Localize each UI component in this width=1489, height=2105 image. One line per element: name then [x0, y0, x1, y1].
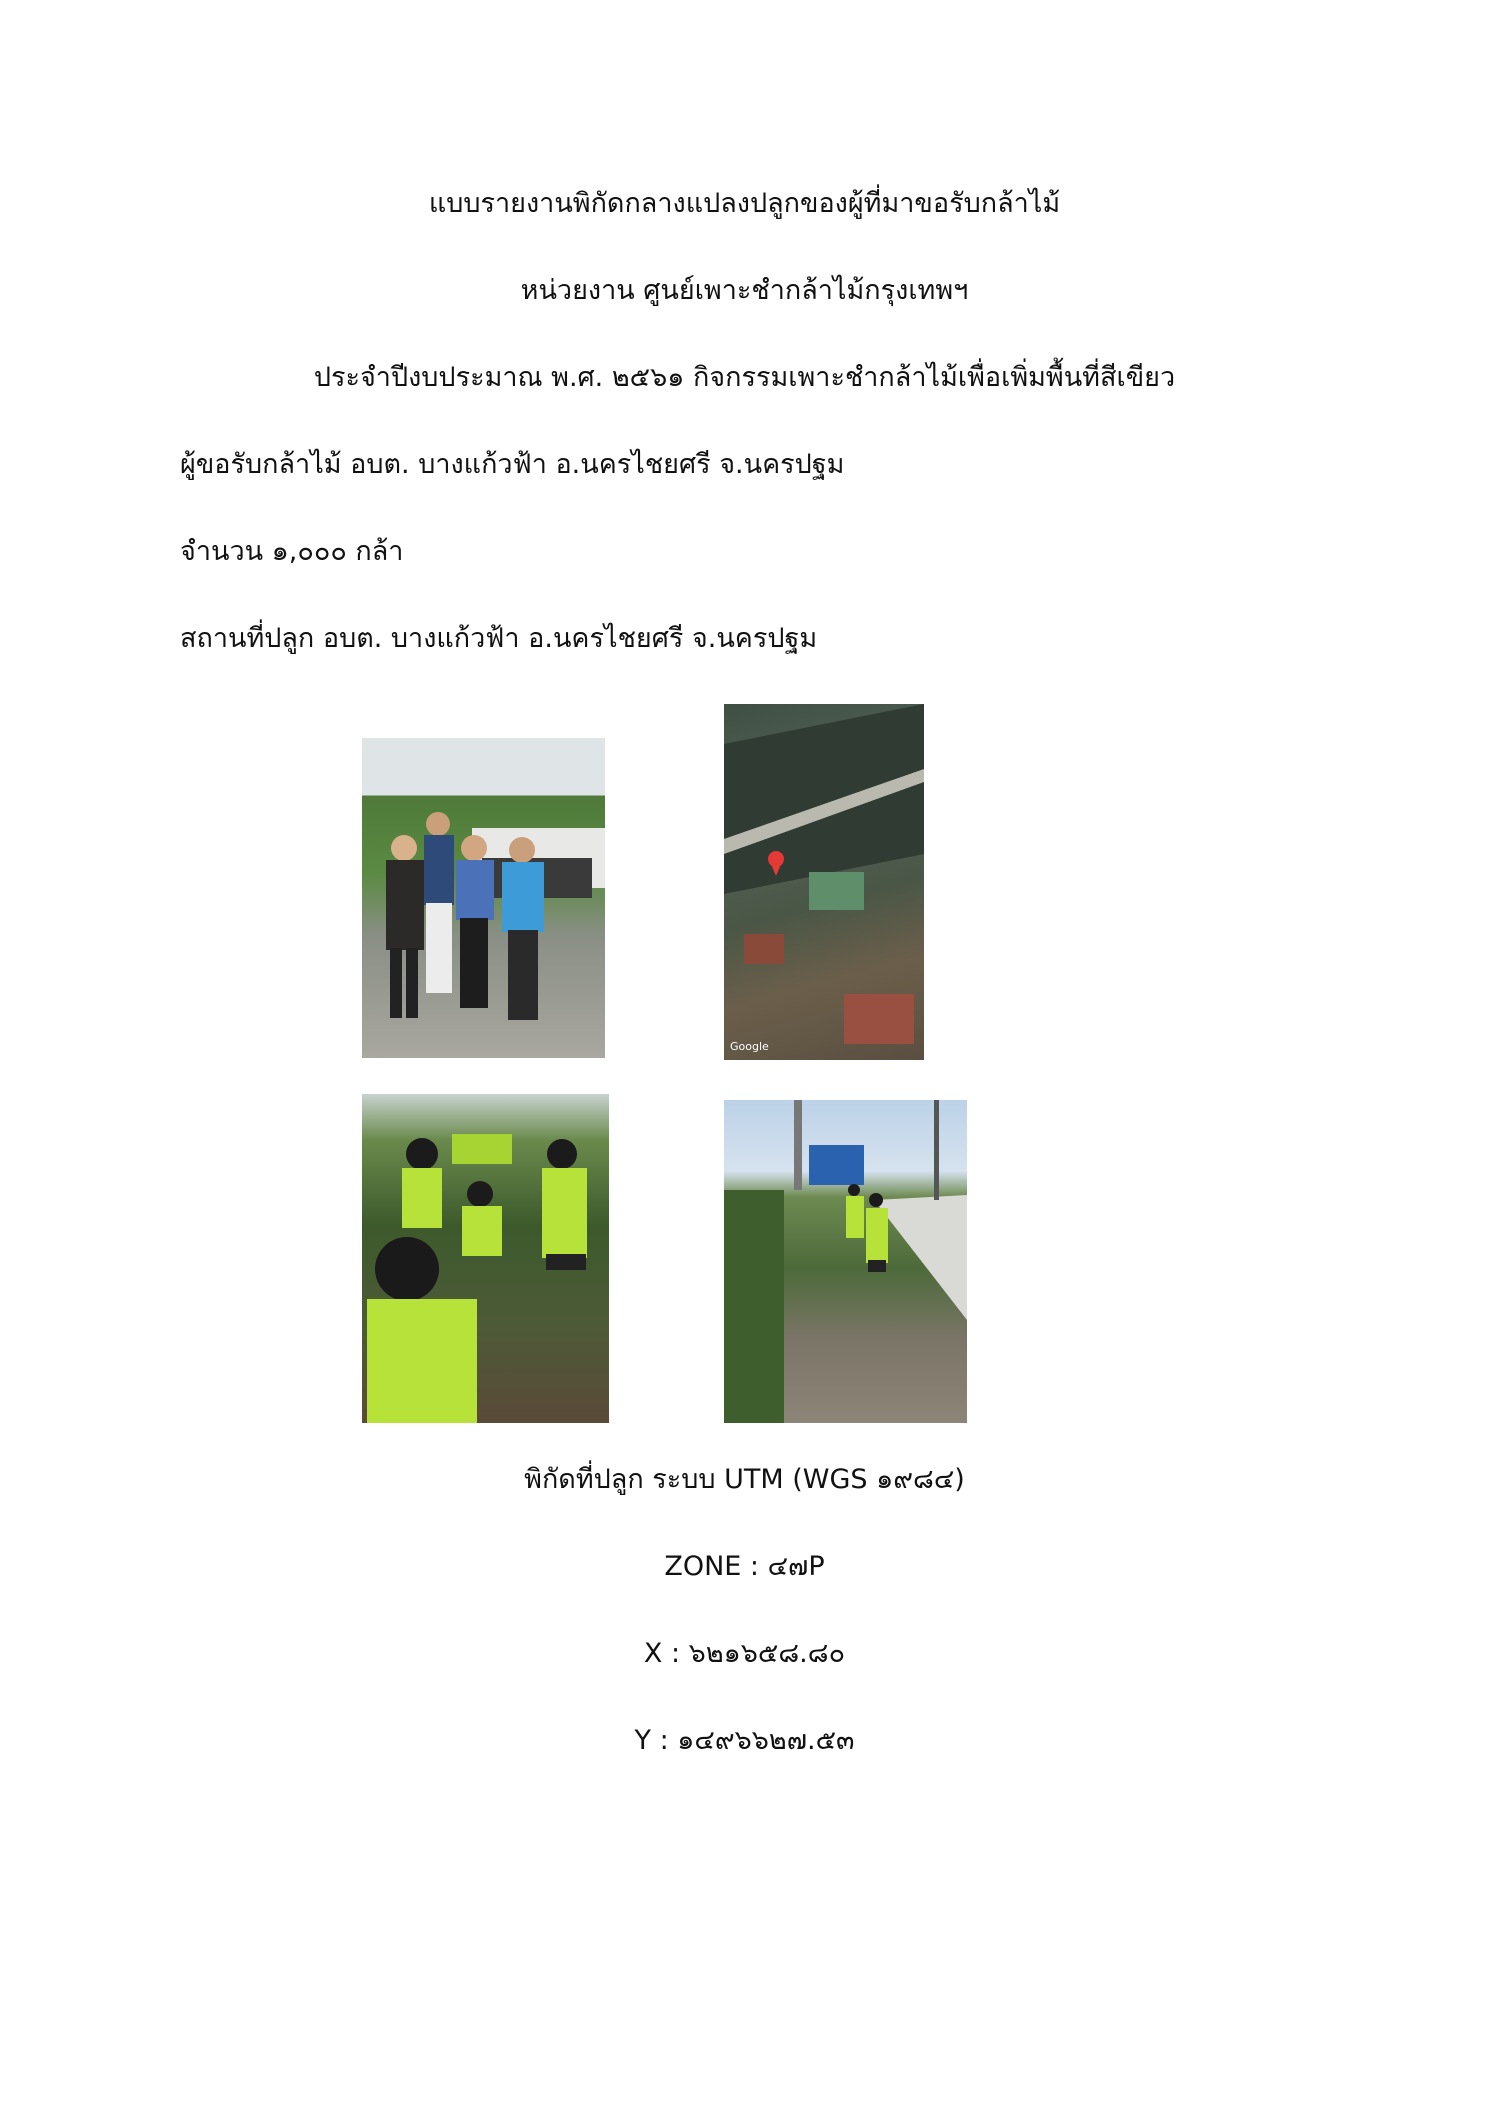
- quantity-line: จำนวน ๑,๐๐๐ กล้า: [180, 536, 404, 567]
- utm-y: Y : ๑๔๙๖๖๒๗.๕๓: [634, 1725, 855, 1756]
- photo-roadside-planting: [724, 1100, 967, 1423]
- report-title: แบบรายงานพิกัดกลางแปลงปลูกของผู้ที่มาขอรับกล้าไม้: [428, 188, 1061, 219]
- location-line: สถานที่ปลูก อบต. บางแก้วฟ้า อ.นครไชยศรี จ.นครปฐม: [180, 623, 818, 654]
- agency-name: หน่วยงาน ศูนย์เพาะชำกล้าไม้กรุงเทพฯ: [520, 275, 969, 306]
- utm-x: X : ๖๒๑๖๕๘.๘๐: [643, 1638, 846, 1669]
- photo-students-planting: [362, 1094, 609, 1423]
- fiscal-year-activity: ประจำปีงบประมาณ พ.ศ. ๒๕๖๑ กิจกรรมเพาะชำกล้าไม้เพื่อเพิ่มพื้นที่สีเขียว: [313, 362, 1176, 393]
- recipient-line: ผู้ขอรับกล้าไม้ อบต. บางแก้วฟ้า อ.นครไชยศรี จ.นครปฐม: [180, 449, 845, 480]
- photo-satellite-map: [724, 704, 924, 1060]
- roadside-illustration: [724, 1100, 967, 1423]
- map-illustration: [724, 704, 924, 1060]
- photo-seedling-handover: [362, 738, 605, 1058]
- students-illustration: [362, 1094, 609, 1423]
- people-illustration: [362, 738, 605, 1058]
- utm-zone: ZONE : ๔๗P: [664, 1551, 825, 1582]
- google-watermark: Google: [730, 1040, 769, 1053]
- coordinate-system: พิกัดที่ปลูก ระบบ UTM (WGS ๑๙๘๔): [524, 1464, 965, 1495]
